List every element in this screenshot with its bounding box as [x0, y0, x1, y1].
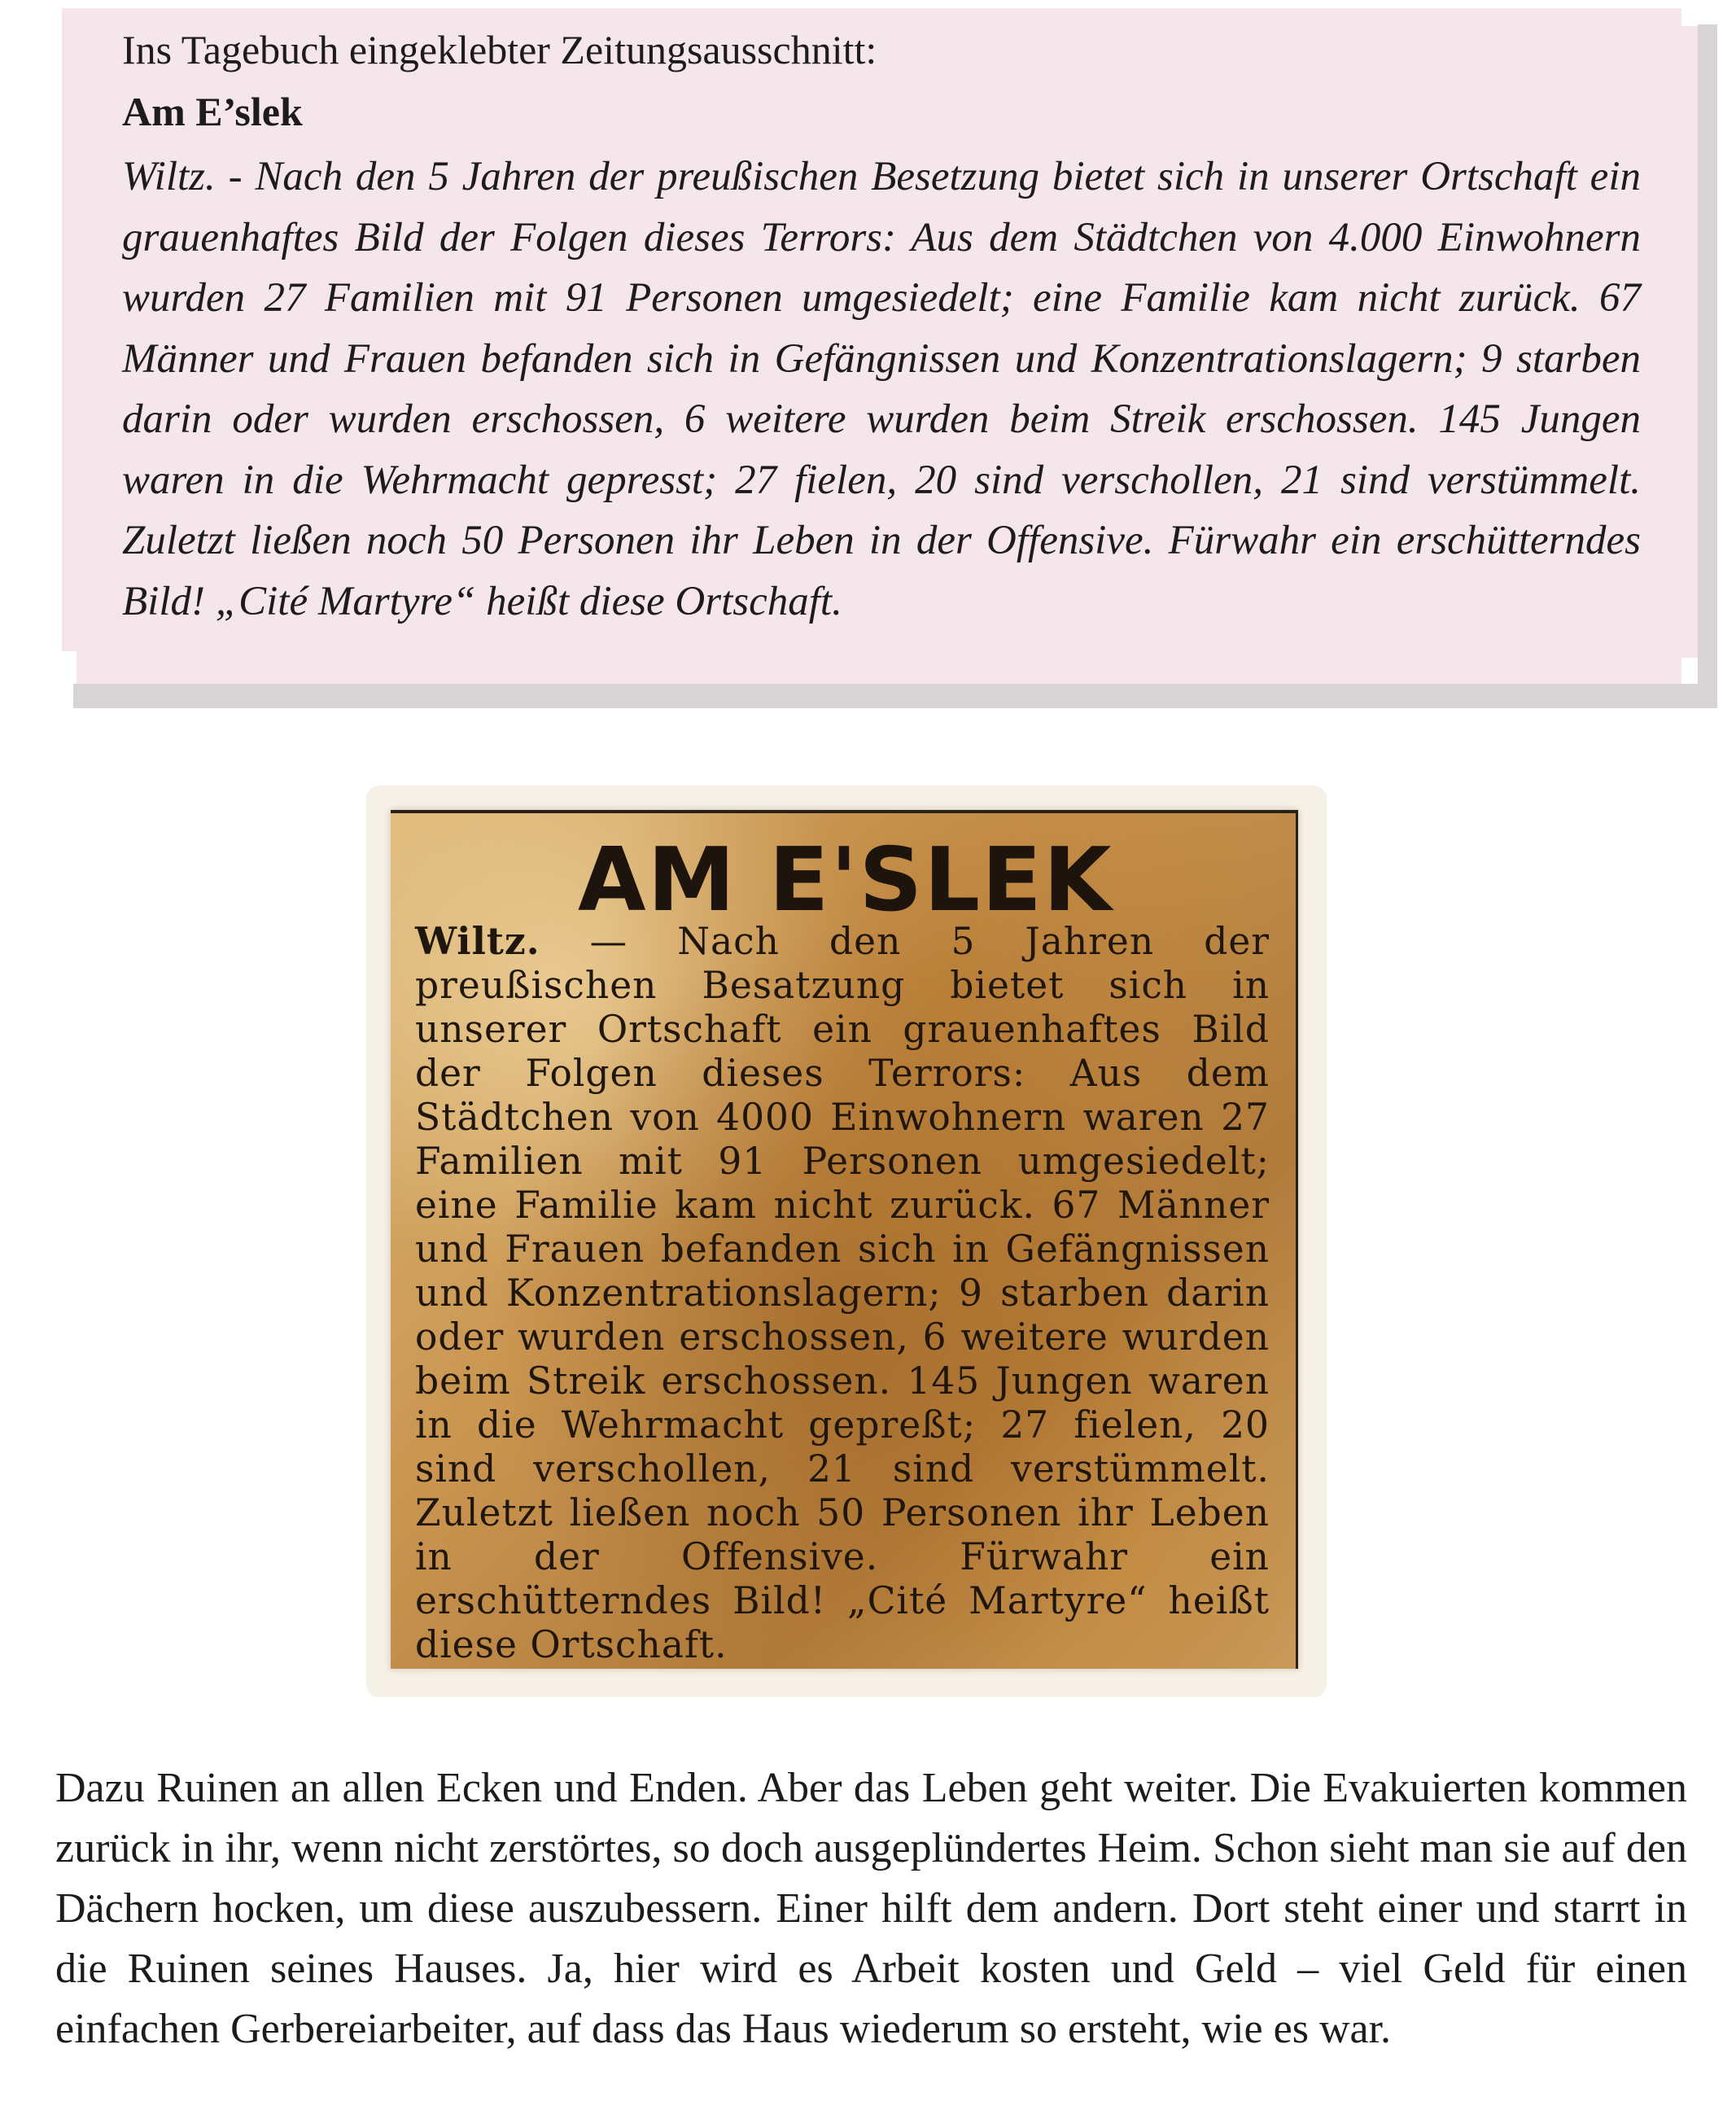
caption-intro: Ins Tagebuch eingeklebter Zeitungsausschnitt: [122, 27, 877, 72]
newspaper-clipping [391, 810, 1298, 1669]
body-paragraph: Dazu Ruinen an allen Ecken und Enden. Aber das Leben geht weiter. Die Evakuierten kommen zurück in ihr, wenn nicht zerstörtes, so doch ausgeplündertes Heim. Schon sieht man sie auf den Dächern hocken, um diese auszubessern. Einer hilft dem andern. Dort steht einer und starrt in die Ruinen seines Hauses. Ja, hier wird es Arbeit kosten und Geld – viel Geld für einen einfachen Gerbereiarbeiter, auf dass das Haus wiederum so ersteht, wie es war. [55, 1765, 1687, 2052]
caption-body: Wiltz. - Nach den 5 Jahren der preußischen Besetzung bietet sich in unserer Ortschaft ein grauenhaftes Bild der Folgen dieses Terrors: Aus dem Städtchen von 4.000 Einwohnern wurden 27 Familien mit 91 Personen umgesiedelt; eine Familie kam nicht zurück. 67 Männer und Frauen befanden sich in Gefängnissen und Konzentrationslagern; 9 starben darin oder wurden erschossen, 6 weitere wurden beim Streik erschossen. 145 Jungen waren in die Wehrmacht gepresst; 27 fielen, 20 sind verschollen, 21 sind verstümmelt. Zuletzt ließen noch 50 Personen ihr Leben in der Offensive. Fürwahr ein erschütterndes Bild! „Cité Martyre“ heißt diese Ortschaft. [122, 154, 1641, 624]
box-corner-notch [62, 0, 70, 8]
box-corner-notch [1681, 658, 1698, 684]
box-corner-notch [62, 651, 77, 684]
clipping-headline: AM E'SLEK [578, 829, 1113, 931]
box-corner-notch [1681, 8, 1698, 26]
clipping-text [415, 919, 1270, 1667]
caption-box [62, 8, 1698, 684]
clipping-body: — Nach den 5 Jahren der preußischen Besatzung bietet sich in unserer Ortschaft ein grauenhaftes Bild der Folgen dieses Terrors: Aus dem Städtchen von 4000 Einwohnern waren 27 Familien mit 91 Personen umgesiedelt; eine Familie kam nicht zurück. 67 Männer und Frauen befanden sich in Gefängnissen und Konzentrationslagern; 9 starben darin oder wurden erschossen, 6 weitere wurden beim Streik erschossen. 145 Jungen waren in die Wehrmacht gepreßt; 27 fielen, 20 sind verschollen, 21 sind verstümmelt. Zuletzt ließen noch 50 Personen ihr Leben in der Offensive. Fürwahr ein erschütterndes Bild! „Cité Martyre“ heißt diese Ortschaft. [415, 920, 1270, 1666]
clipping-lead: Wiltz. [415, 919, 540, 963]
caption-title: Am E’slek [122, 89, 303, 134]
